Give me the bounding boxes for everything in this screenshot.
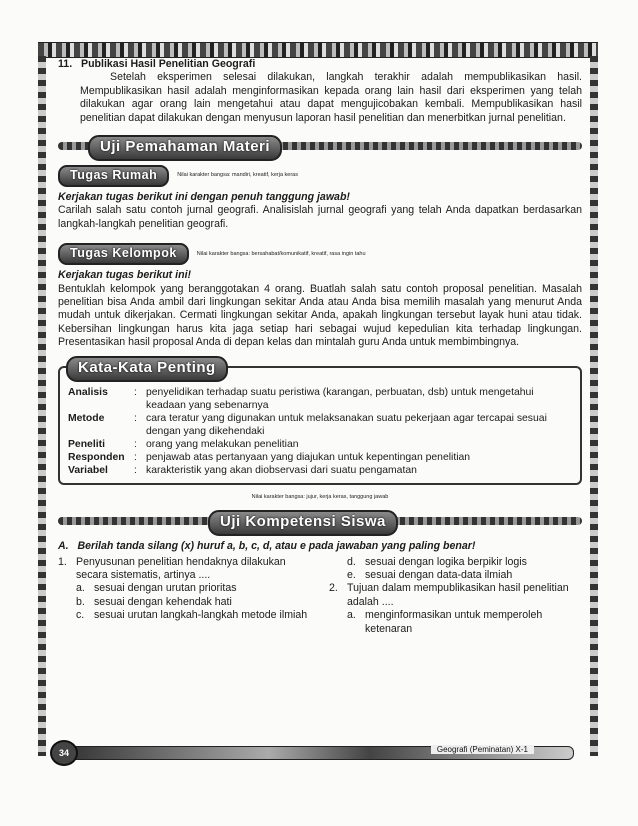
- kata-row: Variabel : karakteristik yang akan diobservasi dari suatu pengamatan: [68, 464, 417, 476]
- uji-kompetensi-label: Uji Kompetensi Siswa: [208, 510, 398, 536]
- section-number: 11.: [58, 58, 73, 70]
- uji-kompetensi-note: Nilai karakter bangsa: jujur, kerja keras, tanggung jawab: [251, 493, 389, 500]
- section-body: Setelah eksperimen selesai dilakukan, langkah terakhir adalah mempublikasikan hasil. Mempublikasikan hasil adalah menginformasikan kepada orang lain hasil dari eksperimen yang telah dilakukan agar orang lain mengetahui atau dapat mengujicobakan kembali. Mempublikasikan hasil penelitian dapat dilakukan dengan menyusun laporan hasil penelitian dan menerbitkan jurnal penelitian.: [80, 71, 582, 124]
- option-item[interactable]: d. sesuai dengan logika berpikir logis: [347, 555, 527, 568]
- question-column-right: [329, 556, 582, 636]
- option-item[interactable]: a. menginformasikan untuk memperoleh ketenaran: [347, 609, 543, 635]
- kata-row: Metode : cara teratur yang digunakan untuk melaksanakan suatu pekerjaan agar tercapai sesuai dengan yang dikehendaki: [68, 412, 547, 437]
- question-2: 2. Tujuan dalam mempublikasikan hasil penelitian adalah ....: [329, 582, 569, 608]
- tugas-rumah-header: [58, 165, 582, 187]
- tugas-kelompok-instruction: Kerjakan tugas berikut ini!: [58, 269, 192, 282]
- page-content: [58, 58, 582, 636]
- kata-row: Peneliti : orang yang melakukan penelitian: [68, 438, 299, 450]
- tugas-kelompok-label: Tugas Kelompok: [58, 243, 189, 265]
- tugas-rumah-body: Carilah salah satu contoh jurnal geografi. Analisislah jurnal geografi yang telah Anda dapatkan berdasarkan langkah-langkah penelitian geografi.: [58, 204, 582, 230]
- uji-kompetensi-banner: [58, 510, 582, 532]
- uji-pemahaman-banner: [58, 135, 582, 157]
- tugas-rumah-label: Tugas Rumah: [58, 165, 169, 187]
- option-item[interactable]: a. sesuai dengan urutan prioritas: [76, 582, 237, 595]
- question-1: 1. Penyusunan penelitian hendaknya dilakukan secara sistematis, artinya ....: [58, 555, 286, 581]
- section-11: [58, 58, 582, 125]
- decorative-right-border: [590, 56, 598, 756]
- page-number: 34: [50, 740, 78, 766]
- decorative-left-border: [38, 56, 46, 756]
- footer-title: Geografi (Peminatan) X-1: [431, 745, 534, 754]
- question-instruction: A. Berilah tanda silang (x) huruf a, b, c, d, atau e pada jawaban yang paling benar!: [58, 540, 476, 553]
- option-item[interactable]: c. sesuai urutan langkah-langkah metode ilmiah: [76, 609, 308, 622]
- kata-row: Analisis : penyelidikan terhadap suatu peristiwa (karangan, perbuatan, dsb) untuk mengetahui keadaan yang sebenarnya: [68, 386, 534, 411]
- kata-row: Responden : penjawab atas pertanyaan yang diajukan untuk kepentingan penelitian: [68, 451, 471, 463]
- page-footer: [44, 736, 594, 766]
- kata-kata-penting-label: Kata-Kata Penting: [66, 356, 228, 382]
- question-column-left: [58, 556, 311, 636]
- option-item[interactable]: e. sesuai dengan data-data ilmiah: [347, 568, 513, 581]
- tugas-kelompok-header: [58, 243, 582, 265]
- tugas-kelompok-body: Bentuklah kelompok yang beranggotakan 4 orang. Buatlah salah satu contoh proposal penelitian. Masalah penelitian bisa Anda ambil dari lingkungan sekitar Anda atau Anda bisa memilih masalah yang menurut Anda mudah untuk dikerjakan. Cermati lingkungan sekitar Anda, apakah lingkungan tersebut layak huni atau tidak. Kebersihan lingkungan harus kita jaga setiap hari sebagai wujud kepedulian kita terhadap lingkungan. Presentasikan hasil proposal Anda di depan kelas dan mintalah guru Anda untuk membimbingnya.: [58, 282, 582, 349]
- tugas-rumah-note: Nilai karakter bangsa: mandiri, kreatif, kerja keras: [177, 172, 298, 179]
- uji-pemahaman-label: Uji Pemahaman Materi: [88, 135, 282, 161]
- tugas-kelompok-note: Nilai karakter bangsa: bersahabat/komunikatif, kreatif, rasa ingin tahu: [196, 250, 366, 257]
- section-title: Publikasi Hasil Penelitian Geografi: [81, 58, 256, 70]
- decorative-top-border: [38, 42, 598, 58]
- kata-kata-penting-box: [58, 358, 582, 485]
- option-item[interactable]: b. sesuai dengan kehendak hati: [76, 595, 232, 608]
- tugas-rumah-instruction: Kerjakan tugas berikut ini dengan penuh tanggung jawab!: [58, 191, 350, 204]
- questions-columns: [58, 556, 582, 636]
